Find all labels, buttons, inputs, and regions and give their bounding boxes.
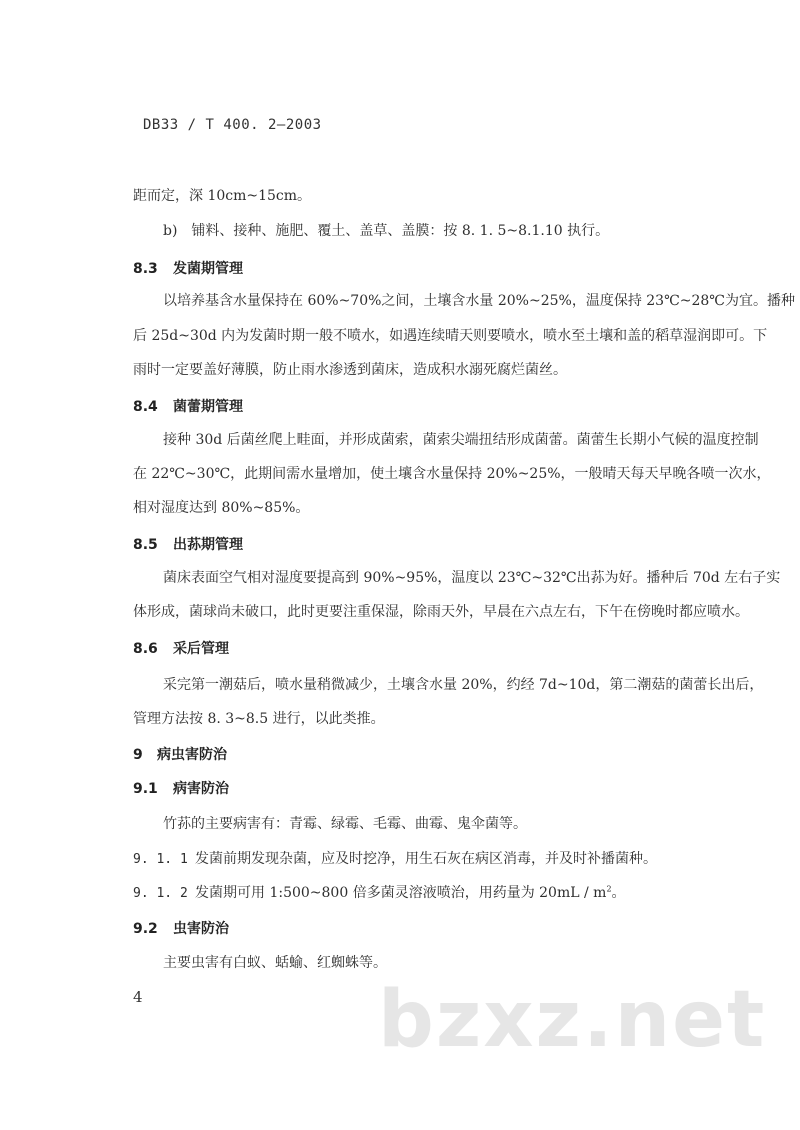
list-item-b: b) 铺料、接种、施肥、覆土、盖草、盖膜：按 8. 1. 5~8.1.10 执行。 <box>163 223 610 239</box>
clause-9-1-2 <box>133 882 626 902</box>
paragraph-line: 后 25d~30d 内为发菌时期一般不喷水，如遇连续晴天则要喷水，喷水至土壤和盖的稻草湿润即可。下 <box>133 328 768 344</box>
paragraph-line: 体形成，菌球尚未破口，此时更要注重保湿，除雨天外，早晨在六点左右，下午在傍晚时都应喷水。 <box>133 604 749 620</box>
paragraph-line: 采完第一潮菇后，喷水量稍微减少，土壤含水量 20%，约经 7d~10d，第二潮菇的菌蕾长出后， <box>163 677 764 693</box>
standard-number-header: DB33 / T 400. 2—2003 <box>143 117 322 133</box>
section-heading-8-3 <box>133 258 243 278</box>
section-title: 病害防治 <box>173 781 229 797</box>
section-title: 采后管理 <box>173 641 229 657</box>
clause-number: 9. 1. 1 <box>133 852 188 867</box>
paragraph-line: 接种 30d 后菌丝爬上畦面，并形成菌索，菌索尖端扭结形成菌蕾。菌蕾生长期小气候的温度控制 <box>163 432 759 448</box>
section-number: 9.1 <box>133 781 158 797</box>
section-number: 9.2 <box>133 921 158 937</box>
paragraph-line: 相对湿度达到 80%~85%。 <box>133 500 310 516</box>
section-heading-9-2 <box>133 918 229 938</box>
paragraph-line: 在 22℃~30℃，此期间需水量增加，使土壤含水量保持 20%~25%，一般晴天每天早晚各喷一次水， <box>133 466 771 482</box>
paragraph-line: 菌床表面空气相对湿度要提高到 90%~95%，温度以 23℃~32℃出荪为好。播种后 70d 左右子实 <box>163 570 781 586</box>
page-number: 4 <box>133 988 143 1006</box>
section-number: 8.4 <box>133 399 158 415</box>
section-title: 菌蕾期管理 <box>173 399 243 415</box>
clause-number: 9. 1. 2 <box>133 886 188 901</box>
section-title: 病虫害防治 <box>157 747 227 763</box>
section-heading-8-6 <box>133 638 229 658</box>
paragraph-line: 雨时一定要盖好薄膜，防止雨水渗透到菌床，造成积水溺死腐烂菌丝。 <box>133 362 567 378</box>
section-heading-8-4 <box>133 396 243 416</box>
section-number: 8.6 <box>133 641 158 657</box>
section-title: 出荪期管理 <box>173 537 243 553</box>
section-number: 9 <box>133 747 143 763</box>
paragraph-line: 以培养基含水量保持在 60%~70%之间，土壤含水量 20%~25%，温度保持 23℃~28℃为宜。播种 <box>163 293 795 309</box>
section-heading-9 <box>133 744 227 764</box>
watermark: bzxz.net <box>378 975 767 1065</box>
paragraph-line: 主要虫害有白蚁、蛞蝓、红蜘蛛等。 <box>163 955 387 971</box>
section-number: 8.3 <box>133 261 158 277</box>
section-title: 发菌期管理 <box>173 261 243 277</box>
clause-text: 发菌前期发现杂菌，应及时挖净，用生石灰在病区消毒，并及时补播菌种。 <box>195 851 657 867</box>
superscript: 2 <box>606 884 612 894</box>
paragraph-line: 距而定，深 10cm~15cm。 <box>133 188 312 204</box>
paragraph-line: 管理方法按 8. 3~8.5 进行，以此类推。 <box>133 711 385 727</box>
paragraph-line: 竹荪的主要病害有：青霉、绿霉、毛霉、曲霉、鬼伞菌等。 <box>163 816 527 832</box>
section-number: 8.5 <box>133 537 158 553</box>
section-title: 虫害防治 <box>173 921 229 937</box>
clause-text-end: 。 <box>611 885 626 901</box>
section-heading-9-1 <box>133 778 229 798</box>
clause-text: 发菌期可用 1:500~800 倍多菌灵溶液喷治，用药量为 20mL / m <box>195 885 607 901</box>
section-heading-8-5 <box>133 534 243 554</box>
clause-9-1-1 <box>133 848 657 868</box>
